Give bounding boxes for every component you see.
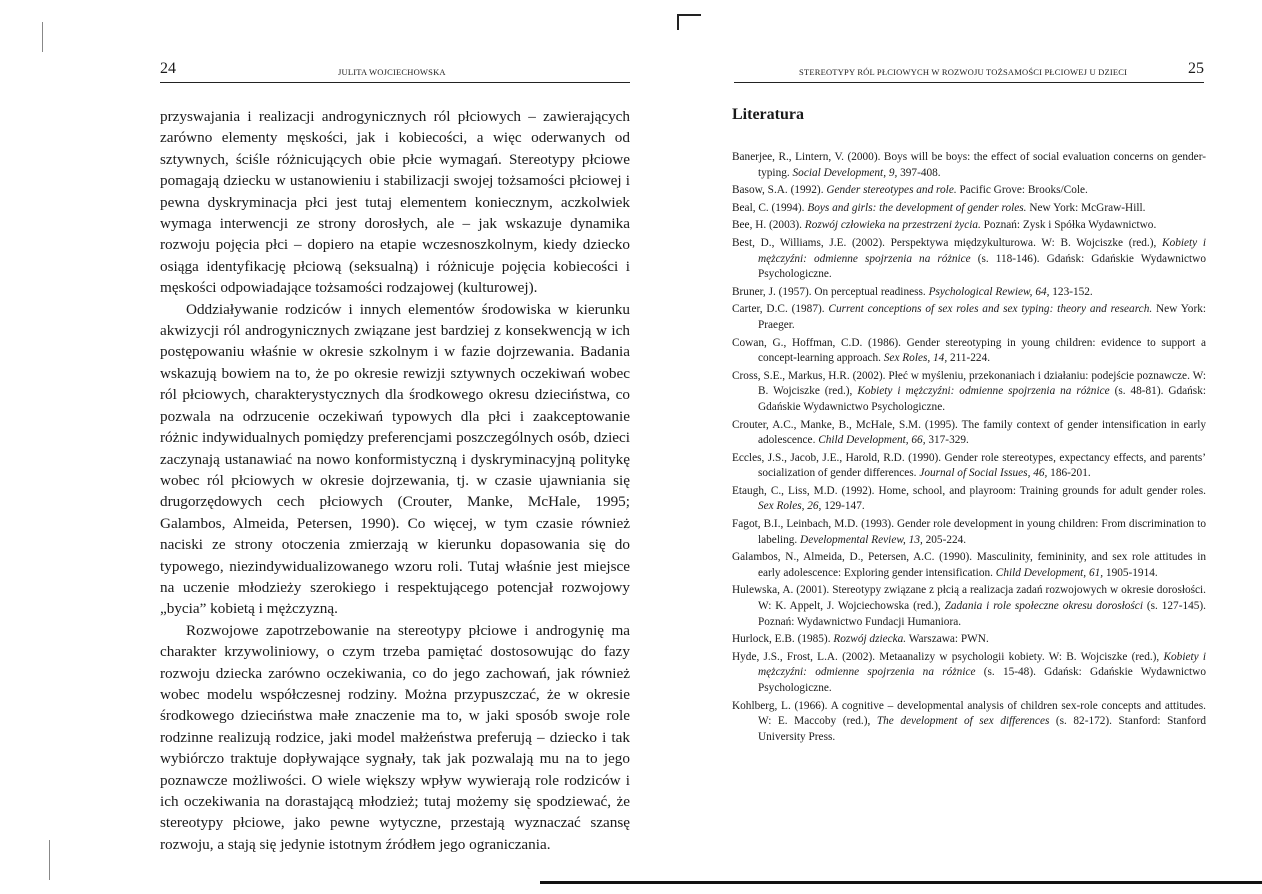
reference-item <box>732 484 1206 515</box>
reference-item <box>732 517 1206 548</box>
reference-pages: 205-224. <box>922 533 967 546</box>
reference-text: Hulewska, A. (2001). Stereotypy związane z płcią a realizacja zadań rozwojowych w okresie dorosłości. W: K. Appelt, J. Wojciechowska (red.), <box>732 584 1206 613</box>
reference-pages: (s. 48-81). Gdańsk: Gdańskie Wydawnictwo Psychologiczne. <box>758 385 1206 413</box>
reference-item <box>732 183 1206 199</box>
reference-title: Sex Roles, 14, <box>883 352 948 365</box>
reference-item <box>732 302 1206 333</box>
running-title: STEREOTYPY RÓL PŁCIOWYCH W ROZWOJU TOŻSAMOŚCI PŁCIOWEJ U DZIECI <box>799 67 1128 77</box>
right-page <box>631 0 1262 894</box>
reference-item <box>732 583 1206 630</box>
reference-title: Zadania i role społeczne okresu dorosłości <box>944 600 1143 613</box>
page-header <box>160 60 630 83</box>
reference-pages: 129-147. <box>821 500 865 513</box>
reference-title: Child Development, 61, <box>995 566 1104 579</box>
reference-item <box>732 336 1206 367</box>
paragraph: Rozwojowe zapotrzebowanie na stereotypy płciowe i androgynię ma charakter krzywoliniowy, o czym trzeba pamiętać dostosowując do fazy rozwoju dziecka zarówno oczekiwania, co do jego zachowań, jak również wobec modelu współczesnej rodziny. Można przypuszczać, że w okresie środkowego dzieciństwa małe znaczenie ma to, w jaki sposób swoje role rodzinne realizują rodzice, jaki model małżeństwa preferują – dziecko i tak wybiórczo traktuje dopływające sygnały, tak jak pozwalają mu na to jego poznawcze możliwości. O wiele większy wpływ wywierają role rodziców i ich oczekiwania na dorastającą młodzież; tutaj możemy się spodziewać, że stereotypy płciowe, jako pewne wytyczne, przestają wyznaczać szansę rozwoju, a stają się jedynie istotnym źródłem jego ograniczania. <box>160 621 630 853</box>
paragraph: przyswajania i realizacji androgynicznych ról płciowych – zawierających zarówno elementy męskości, jak i kobiecości, a więc oderwanych od sztywnych, ściśle różnicujących obie płcie wymagań. Stereotypy płciowe pomagają dziecku w ustanowieniu i stabilizacji swojej tożsamości płciowej i pewna dyskryminacja płci jest tutaj elementem koniecznym, aczkolwiek wymaga interwencji ze strony dorosłych, ale – jak wskazuje dynamika rozwoju pojęcia płci – dopiero na etapie wczesnoszkolnym, kiedy dziecko osiąga identyfikację płciową (seksualną) i różnicuje pojęcia kobiecości i męskości odpowiadające tożsamości rodzajowej (kulturowej). <box>160 108 630 297</box>
reference-title: Boys and girls: the development of gender roles. <box>807 201 1027 214</box>
reference-pages: 186-201. <box>1047 467 1091 480</box>
reference-item <box>732 550 1206 581</box>
reference-text: Etaugh, C., Liss, M.D. (1992). Home, school, and playroom: Training grounds for adult gender roles. <box>732 484 1206 497</box>
reference-text: Carter, D.C. (1987). <box>732 303 829 316</box>
reference-title: Psychological Rewiew, 64, <box>928 285 1050 298</box>
reference-pages: 211-224. <box>947 352 991 365</box>
reference-item <box>732 218 1206 234</box>
reference-title: Developmental Review, 13, <box>800 533 923 546</box>
reference-title: Social Development, 9, <box>792 166 898 179</box>
reference-title: Kobiety i mężczyźni: odmienne spojrzenia na różnice <box>857 385 1110 398</box>
reference-title: Kobiety i mężczyźni: odmienne spojrzenia na różnice <box>758 236 1206 265</box>
reference-text: Beal, C. (1994). <box>732 201 808 214</box>
paragraph: Oddziaływanie rodziców i innych elementów środowiska w kierunku akwizycji ról androgynicznych związane jest bardziej z konsekwencją w ich postępowaniu właśnie w okresie szkolnym i w fazie dojrzewania. Badania wskazują bowiem na to, że po okresie rewizji sztywnych oczekiwań wobec ról płciowych, charakterystycznych dla środkowego okresu dzieciństwa, co pozwala na odrzucenie oczekiwań typowych dla płci i zaakceptowanie różnic indywidualnych pomiędzy preferencjami poszczególnych osób, dzieci zaczynają ustanawiać na nowo konformistyczną i dyskryminacyjną politykę wobec ról płciowych w okresie dojrzewania, tj. w czasie ujawniania się drugorzędowych cech płciowych (Crouter, Manke, McHale, 1995; Galambos, Almeida, Petersen, 1990). Co więcej, w tym czasie również naciski ze strony otoczenia zmierzają w kierunku dopasowania się do typowego, niezindywidualizowanego wzoru roli. Tutaj właśnie jest miejsce na uczenie młodzieży szerokiego i respektującego potencjał rozwojowy „bycia” kobietą i mężczyzną. <box>160 300 630 618</box>
reference-item <box>732 201 1206 217</box>
reference-pages: Pacific Grove: Brooks/Cole. <box>956 184 1088 197</box>
reference-pages: New York: Praeger. <box>758 303 1206 331</box>
reference-text: Banerjee, R., Lintern, V. (2000). Boys will be boys: the effect of social evaluation concerns on gender-typing. <box>732 151 1206 179</box>
reference-text: Basow, S.A. (1992). <box>732 184 827 197</box>
reference-pages: (s. 82-172). Stanford: Stanford University Press. <box>758 715 1206 743</box>
reference-pages: 397-408. <box>897 166 941 179</box>
reference-title: Gender stereotypes and role. <box>826 184 957 197</box>
page-number: 24 <box>160 60 176 77</box>
body-text <box>160 106 630 855</box>
reference-text: Hyde, J.S., Frost, L.A. (2002). Metaanalizy w psychologii kobiety. W: B. Wojciszke (red.), <box>732 650 1164 663</box>
reference-pages: (s. 15-48). Gdańsk: Gdańskie Wydawnictwo Psychologiczne. <box>758 666 1206 694</box>
reference-item <box>732 650 1206 697</box>
reference-text: Cowan, G., Hoffman, C.D. (1986). Gender stereotyping in young children: evidence to support a concept-learning approach. <box>732 336 1206 365</box>
reference-text: Best, D., Williams, J.E. (2002). Perspektywa międzykulturowa. W: B. Wojciszke (red.), <box>732 236 1163 249</box>
reference-text: Fagot, B.I., Leinbach, M.D. (1993). Gender role development in young children: From discrimination to labeling. <box>732 518 1206 546</box>
reference-text: Hurlock, E.B. (1985). <box>732 633 834 646</box>
reference-pages: 317-329. <box>925 434 969 447</box>
reference-text: Kohlberg, L. (1966). A cognitive – developmental analysis of children sex-role concepts and attitudes. W: E. Maccoby (red.), <box>732 699 1206 728</box>
reference-title: Kobiety i mężczyźni: odmienne spojrzenia na różnice <box>758 650 1206 679</box>
reference-text: Eccles, J.S., Jacob, J.E., Harold, R.D. (1990). Gender role stereotypes, expectancy effects, and parents’ socialization of gender differences. <box>732 451 1206 480</box>
reference-item <box>732 699 1206 746</box>
page-header <box>734 60 1204 83</box>
reference-item <box>732 236 1206 283</box>
reference-text: Crouter, A.C., Manke, B., McHale, S.M. (1995). The family context of gender intensification in early adolescence. <box>732 418 1206 447</box>
reference-item <box>732 285 1206 301</box>
reference-title: Journal of Social Issues, 46, <box>919 467 1048 480</box>
reference-title: Rozwój człowieka na przestrzeni życia. <box>804 219 981 232</box>
reference-title: The development of sex differences <box>876 715 1050 728</box>
reference-title: Child Development, 66, <box>818 434 926 447</box>
reference-pages: Warszawa: PWN. <box>906 633 989 646</box>
reference-text: Bee, H. (2003). <box>732 219 805 232</box>
reference-pages: 123-152. <box>1049 285 1093 298</box>
reference-text: Bruner, J. (1957). On perceptual readiness. <box>732 285 929 298</box>
reference-pages: 1905-1914. <box>1103 566 1158 579</box>
reference-item <box>732 632 1206 648</box>
page-number: 25 <box>1188 60 1204 77</box>
reference-pages: Poznań: Zysk i Spółka Wydawnictwo. <box>980 219 1157 232</box>
running-title: JULITA WOJCIECHOWSKA <box>338 67 446 77</box>
reference-title: Current conceptions of sex roles and sex typing: theory and research. <box>828 303 1153 316</box>
reference-item <box>732 418 1206 449</box>
reference-title: Sex Roles, 26, <box>758 500 822 513</box>
reference-pages: (s. 118-146). Gdańsk: Gdańskie Wydawnictwo Psychologiczne. <box>758 252 1206 281</box>
reference-list <box>732 150 1206 747</box>
reference-text: Galambos, N., Almeida, D., Petersen, A.C. (1990). Masculinity, femininity, and sex role attitudes in early adolescence: Exploring gender intensification. <box>732 551 1206 579</box>
reference-text: Cross, S.E., Markus, H.R. (2002). Płeć w myśleniu, przekonaniach i działaniu: podejście poznawcze. W: B. Wojciszke (red.), <box>732 369 1206 398</box>
reference-item <box>732 451 1206 482</box>
reference-pages: (s. 127-145). Poznań: Wydawnictwo Fundacji Humaniora. <box>758 600 1206 628</box>
reference-item <box>732 369 1206 416</box>
section-heading: Literatura <box>732 106 804 123</box>
reference-item <box>732 150 1206 181</box>
reference-title: Rozwój dziecka. <box>833 633 907 646</box>
reference-pages: New York: McGraw-Hill. <box>1026 201 1146 214</box>
